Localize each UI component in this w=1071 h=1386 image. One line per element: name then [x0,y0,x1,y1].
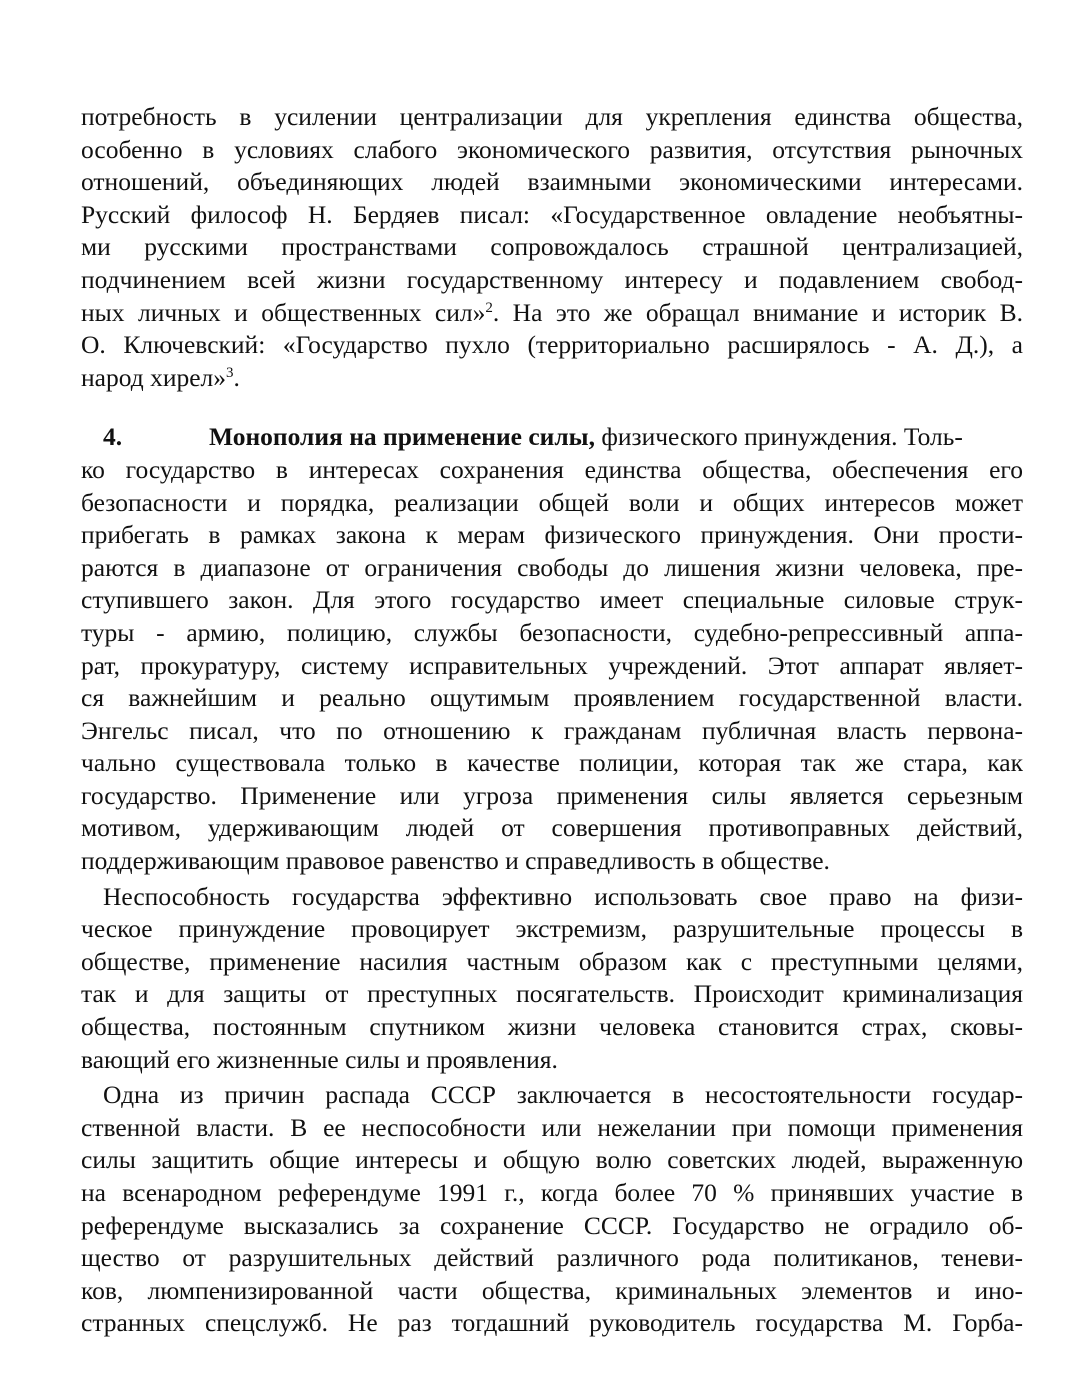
text-line: Одна из причин распада СССР заключается в несостоятельности государ- [103,1080,1023,1110]
text-fragment: ных личных и общественных сил» [81,297,486,327]
text-line: чально существовала только в качестве полиции, которая так же стара, как [81,748,1023,778]
text-line: безопасности и порядка, реализации общей воли и общих интересов может [81,487,1023,517]
text-line: раются в диапазоне от ограничения свободы до лишения жизни человека, пре- [81,552,1023,582]
text-line: особенно в условиях слабого экономического развития, отсутствия рыночных [81,134,1023,164]
text-line: подчинением всей жизни государственному интересу и подавлением свобод- [81,264,1023,294]
text-line: туры - армию, полицию, службы безопасности, судебно-репрессивный аппа- [81,617,1023,647]
paragraph-ussr [81,1079,1023,1340]
text-line: рат, прокуратуру, систему исправительных учреждений. Этот аппарат являет- [81,650,1023,680]
text-line: поддерживающим правовое равенство и справедливость в обществе. [81,846,830,876]
text-line: Русский философ Н. Бердяев писал: «Государственное овладение необъятны- [81,199,1023,229]
text-line: ми русскими пространствами сопровождалось страшной централизацией, [81,232,1023,262]
text-line: отношений, объединяющих людей взаимными экономическими интересами. [81,167,1023,197]
text-line: ков, люмпенизированной части общества, криминальных элементов и ино- [81,1275,1023,1305]
text-line: ко государство в интересах сохранения единства общества, обеспечения его [81,454,1023,484]
text-line: общества, постоянным спутником жизни человека становится страх, сковы- [81,1012,1023,1042]
section-heading: Монополия на применение силы, [209,422,595,452]
text-fragment: физического принуждения. Толь- [594,422,963,452]
text-line: прибегать в рамках закона к мерам физического принуждения. Они прости- [81,520,1023,550]
paragraph-inability [81,881,1023,1077]
text-line: потребность в усилении централизации для укрепления единства общества, [81,102,1023,131]
text-line: так и для защиты от преступных посягательств. Происходит криминализация [81,979,1023,1009]
text-line: референдуме высказались за сохранение СССР. Государство не оградило об- [81,1210,1023,1240]
text-line: вающий его жизненные силы и проявления. [81,1044,558,1074]
text-line: ственной власти. В ее неспособности или нежелании при помощи применения [81,1112,1023,1142]
spacer [81,394,1023,421]
text-line: Энгельс писал, что по отношению к гражданам публичная власть первона- [81,715,1023,745]
text-line: ческое принуждение провоцирует экстремизм, разрушительные процессы в [81,914,1023,944]
text-fragment: . На это же обращал внимание и историк В. [492,297,1023,327]
footnote-marker: 2 [485,299,493,316]
text-line: щество от разрушительных действий различного рода политиканов, теневи- [81,1243,1023,1273]
text-line: силы защитить общие интересы и общую волю советских людей, выраженную [81,1145,1023,1175]
text-line: на всенародном референдуме 1991 г., когда более 70 % принявших участие в [81,1178,1023,1207]
paragraph-centralization [81,101,1023,394]
text-line: государство. Применение или угроза применения силы является серьезным [81,780,1023,810]
text-line [81,362,1023,395]
footnote-marker: 3 [226,364,234,381]
text-line: странных спецслужб. Не раз тогдашний руководитель государства М. Горба- [81,1308,1023,1338]
text-line: Неспособность государства эффективно использовать свое право на физи- [103,881,1023,911]
text-line: мотивом, удерживающим людей от совершения противоправных действий, [81,813,1023,843]
text-fragment: . [233,362,240,392]
section-number: 4. [103,422,123,452]
text-line: ся важнейшим и реально ощутимым проявлением государственной власти. [81,683,1023,713]
section-4 [81,421,1023,877]
text-line [81,297,1023,330]
text-line: О. Ключевский: «Государство пухло (территориально расширялось - А. Д.), а [81,330,1023,360]
text-line: обществе, применение насилия частным образом как с преступными целями, [81,946,1023,976]
text-fragment: народ хирел» [81,362,227,392]
section-heading-line [81,421,1023,454]
text-line: ступившего закон. Для этого государство имеет специальные силовые струк- [81,585,1023,615]
